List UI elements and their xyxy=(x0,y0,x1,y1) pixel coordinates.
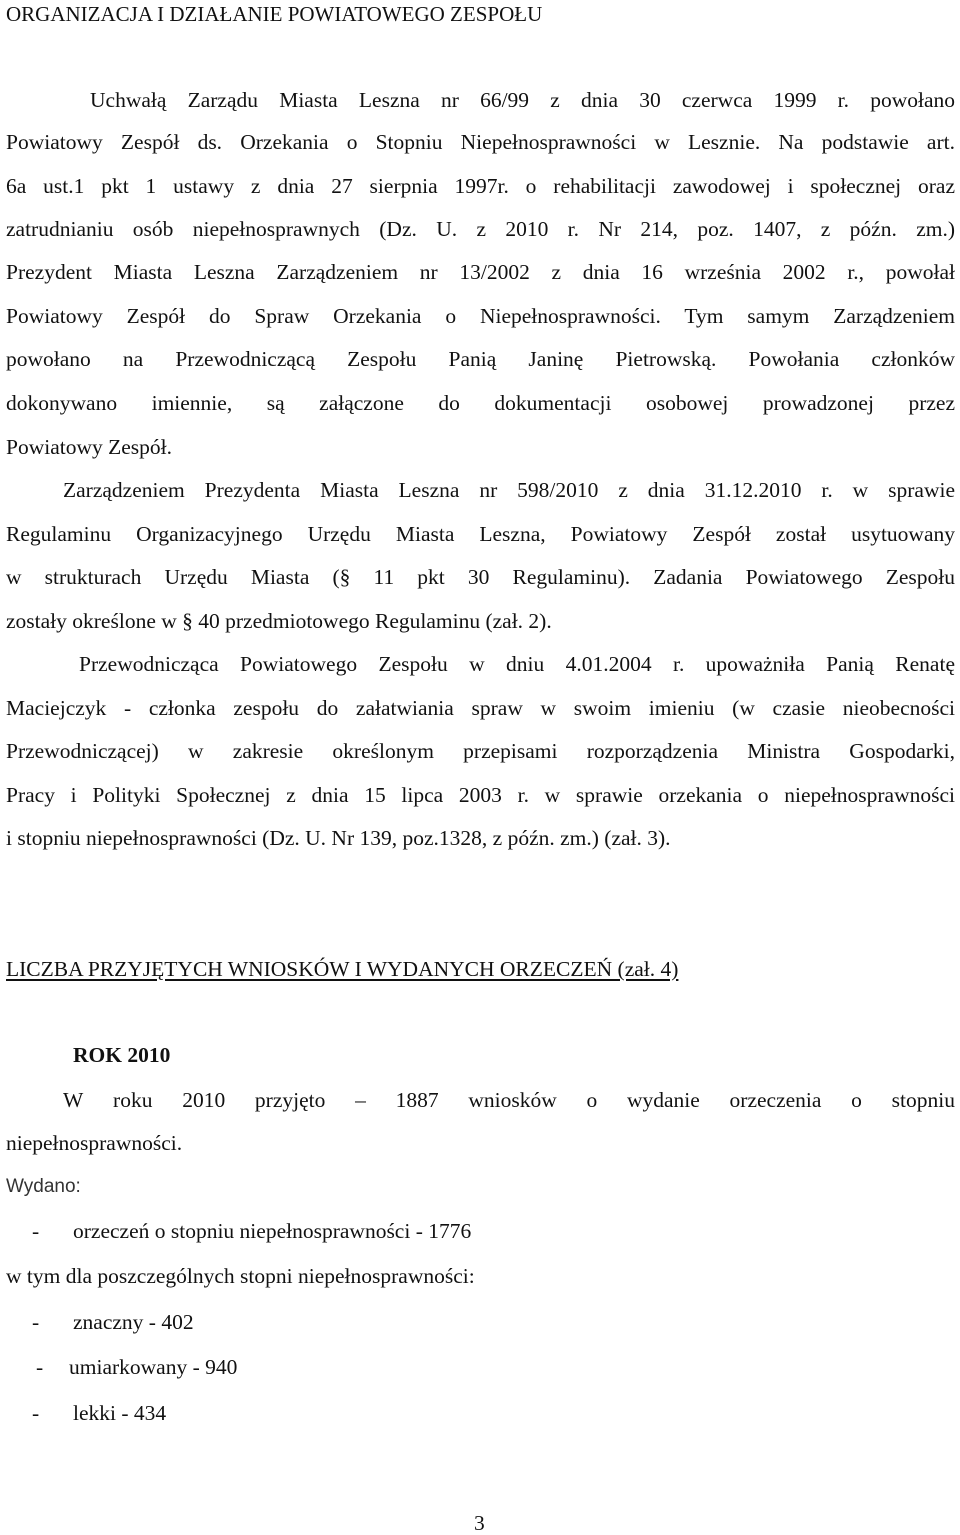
paragraph-line: Pracy i Polityki Społecznej z dnia 15 lipca 2003 r. w sprawie orzekania o niepełnosprawności xyxy=(6,783,955,807)
paragraph-line: Prezydent Miasta Leszna Zarządzeniem nr 13/2002 z dnia 16 września 2002 r., powołał xyxy=(6,260,955,284)
intro-word: 2010 xyxy=(182,1088,226,1112)
intro-continuation: niepełnosprawności. xyxy=(6,1131,183,1155)
list-dash: - xyxy=(32,1401,40,1425)
paragraph-line: Powiatowy Zespół. xyxy=(6,435,173,459)
intro-word: – xyxy=(355,1088,366,1112)
paragraph-line: zatrudnianiu osób niepełnosprawnych (Dz. U. z 2010 r. Nr 214, poz. 1407, z późn. zm.) xyxy=(6,217,955,241)
paragraph-line: Powiatowy Zespół ds. Orzekania o Stopniu Niepełnosprawności w Lesznie. Na podstawie art. xyxy=(6,130,955,154)
paragraph-line: Przewodniczącej) w zakresie określonym przepisami rozporządzenia Ministra Gospodarki, xyxy=(6,739,955,763)
intro-word: o xyxy=(586,1088,598,1112)
paragraph-line: Maciejczyk - członka zespołu do załatwiania spraw w swoim imieniu (w czasie nieobecności xyxy=(6,696,955,720)
paragraph-line: powołano na Przewodniczącą Zespołu Panią Janinę Pietrowską. Powołania członków xyxy=(6,347,955,371)
section-heading: ORGANIZACJA I DZIAŁANIE POWIATOWEGO ZESPOŁU xyxy=(6,2,543,26)
issued-label: Wydano: xyxy=(6,1176,81,1197)
intro-word: 1887 xyxy=(395,1088,439,1112)
list-dash: - xyxy=(32,1310,40,1334)
paragraph-line: 6a ust.1 pkt 1 ustawy z dnia 27 sierpnia 1997r. o rehabilitacji zawodowej i społecznej oraz xyxy=(6,174,955,198)
paragraph-line: Przewodnicząca Powiatowego Zespołu w dniu 4.01.2004 r. upoważniła Panią Renatę xyxy=(79,652,955,676)
paragraph-line: Powiatowy Zespół do Spraw Orzekania o Niepełnosprawności. Tym samym Zarządzeniem xyxy=(6,304,955,328)
paragraph-line: i stopniu niepełnosprawności (Dz. U. Nr 139, poz.1328, z późn. zm.) (zał. 3). xyxy=(6,826,671,850)
list-dash: - xyxy=(32,1219,40,1243)
statistics-heading: LICZBA PRZYJĘTYCH WNIOSKÓW I WYDANYCH ORZECZEŃ (zał. 4) xyxy=(6,957,679,981)
paragraph-line: Zarządzeniem Prezydenta Miasta Leszna nr 598/2010 z dnia 31.12.2010 r. w sprawie xyxy=(63,478,955,502)
intro-word: o xyxy=(851,1088,862,1112)
intro-word: przyjęto xyxy=(254,1088,326,1112)
intro-word: orzeczenia xyxy=(729,1088,822,1112)
paragraph-line: w strukturach Urzędu Miasta (§ 11 pkt 30 Regulaminu). Zadania Powiatowego Zespołu xyxy=(6,565,955,589)
intro-word: wniosków xyxy=(468,1088,557,1112)
intro-word: stopniu xyxy=(891,1088,955,1112)
degree-item: umiarkowany - 940 xyxy=(69,1355,238,1379)
page-number: 3 xyxy=(474,1511,485,1535)
intro-sentence xyxy=(63,1090,955,1112)
orzeczen-total: orzeczeń o stopniu niepełnosprawności - 1776 xyxy=(73,1219,472,1243)
intro-word: roku xyxy=(113,1088,153,1112)
degree-item: znaczny - 402 xyxy=(73,1310,194,1334)
paragraph-line: Uchwałą Zarządu Miasta Leszna nr 66/99 z dnia 30 czerwca 1999 r. powołano xyxy=(90,88,955,112)
paragraph-line: Regulaminu Organizacyjnego Urzędu Miasta Leszna, Powiatowy Zespół został usytuowany xyxy=(6,522,955,546)
paragraph-line: zostały określone w § 40 przedmiotowego Regulaminu (zał. 2). xyxy=(6,609,552,633)
intro-word: W xyxy=(63,1088,84,1112)
degrees-label: w tym dla poszczególnych stopni niepełnosprawności: xyxy=(6,1264,475,1288)
list-dash: - xyxy=(36,1355,44,1379)
degree-item: lekki - 434 xyxy=(73,1401,167,1425)
intro-word: wydanie xyxy=(626,1088,700,1112)
year-label: ROK 2010 xyxy=(73,1043,171,1067)
paragraph-line: dokonywano imiennie, są załączone do dokumentacji osobowej prowadzonej przez xyxy=(6,391,955,415)
